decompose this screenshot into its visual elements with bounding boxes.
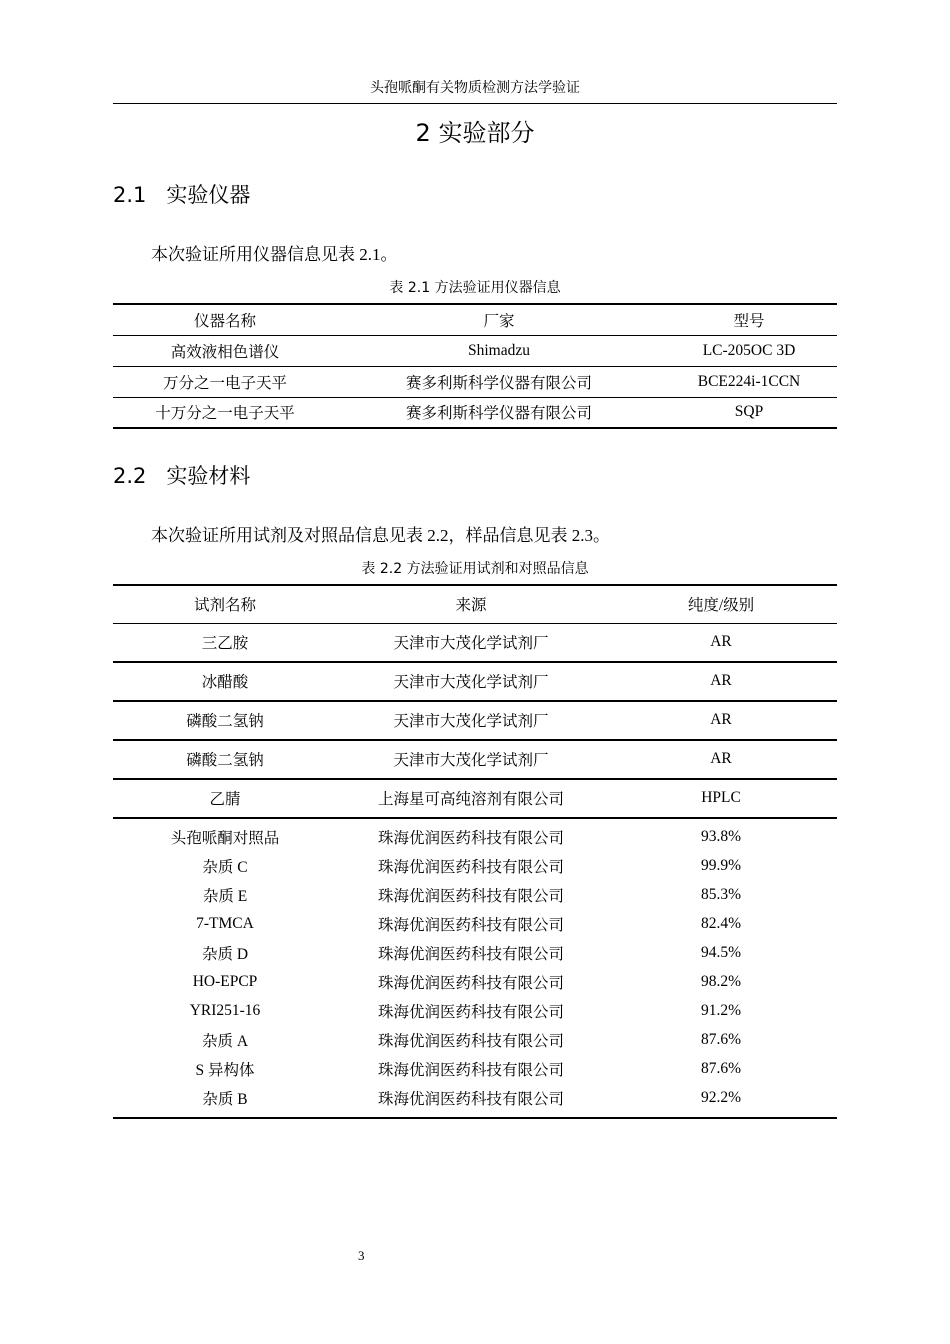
table-cell: 天津市大茂化学试剂厂 [337,740,605,779]
table-cell: 天津市大茂化学试剂厂 [337,623,605,662]
section-2-1-text: 本次验证所用仪器信息见表 2.1。 [151,245,398,264]
table-cell: 珠海优润医药科技有限公司 [377,830,564,847]
table-cell: 磷酸二氢钠 [113,701,337,740]
table-row [113,818,837,852]
table-2-1-caption: 表 2.1 方法验证用仪器信息 [389,280,561,296]
table-row [113,1084,837,1118]
table-cell: 杂质 B [202,1091,248,1108]
table-cell: AR [605,662,837,701]
table-header-row [113,585,837,623]
table-cell: 87.6% [700,1031,742,1048]
table-row [113,910,837,939]
table-cell: 珠海优润医药科技有限公司 [377,917,564,934]
page-number: 3 [358,1248,365,1263]
column-header: 仪器名称 [113,304,337,335]
instrument-table [113,303,837,429]
section-heading-2-2: 2.2 实验材料 [113,464,251,488]
table-cell: 杂质 C [202,859,248,876]
table-row [113,881,837,910]
table-cell: AR [605,740,837,779]
table-cell: 杂质 E [202,888,248,905]
table-cell: 7-TMCA [196,915,254,932]
chapter-title: 2 实验部分 [415,119,535,147]
table-cell: 天津市大茂化学试剂厂 [337,701,605,740]
table-row [113,740,837,779]
table-row [113,397,837,428]
table-cell: 87.6% [700,1060,742,1077]
table-row [113,1055,837,1084]
reagent-table [113,584,837,1119]
table-cell: 98.2% [700,973,742,990]
table-cell: 天津市大茂化学试剂厂 [337,662,605,701]
table-2-2-caption: 表 2.2 方法验证用试剂和对照品信息 [361,561,589,577]
table-cell: LC-205OC 3D [661,335,837,366]
table-cell: 珠海优润医药科技有限公司 [377,1033,564,1050]
table-row [113,939,837,968]
table-row [113,623,837,662]
table-row [113,662,837,701]
table-cell: 珠海优润医药科技有限公司 [377,1004,564,1021]
table-header-row [113,304,837,335]
table-cell: 三乙胺 [113,623,337,662]
table-cell: SQP [661,397,837,428]
running-header: 头孢哌酮有关物质检测方法学验证 [370,81,580,96]
table-cell: 珠海优润医药科技有限公司 [377,859,564,876]
table-cell: AR [605,623,837,662]
table-row [113,997,837,1026]
table-row [113,779,837,818]
table-cell: 珠海优润医药科技有限公司 [377,946,564,963]
table-cell: 磷酸二氢钠 [113,740,337,779]
table-row [113,366,837,397]
table-cell: 93.8% [700,828,742,845]
section-2-2-text: 本次验证所用试剂及对照品信息见表 2.2，样品信息见表 2.3。 [151,526,610,545]
column-header: 型号 [661,304,837,335]
table-cell: BCE224i-1CCN [661,366,837,397]
table-cell: 十万分之一电子天平 [113,397,337,428]
table-cell: 珠海优润医药科技有限公司 [377,1062,564,1079]
table-row [113,701,837,740]
table-cell: 珠海优润医药科技有限公司 [377,975,564,992]
table-cell: 珠海优润医药科技有限公司 [377,888,564,905]
column-header: 来源 [337,585,605,623]
column-header: 纯度/级别 [605,585,837,623]
table-cell: HPLC [605,779,837,818]
table-cell: HO-EPCP [192,973,258,990]
table-cell: 杂质 A [201,1033,249,1050]
table-cell: 上海星可高纯溶剂有限公司 [337,779,605,818]
table-cell: 82.4% [700,915,742,932]
table-cell: 99.9% [700,857,742,874]
table-cell: 珠海优润医药科技有限公司 [377,1091,564,1108]
header-rule [113,103,837,104]
table-cell: 85.3% [700,886,742,903]
table-cell: S 异构体 [195,1062,255,1079]
column-header: 试剂名称 [113,585,337,623]
table-cell: 乙腈 [113,779,337,818]
section-heading-2-1: 2.1 实验仪器 [113,183,251,207]
table-cell: 杂质 D [201,946,249,963]
table-cell: AR [605,701,837,740]
table-row [113,968,837,997]
column-header: 厂家 [337,304,661,335]
table-cell: 91.2% [700,1002,742,1019]
table-row [113,335,837,366]
table-cell: 冰醋酸 [113,662,337,701]
table-cell: 94.5% [700,944,742,961]
table-row [113,1026,837,1055]
table-cell: 万分之一电子天平 [113,366,337,397]
table-cell: 高效液相色谱仪 [113,335,337,366]
table-cell: 赛多利斯科学仪器有限公司 [337,397,661,428]
table-cell: Shimadzu [337,335,661,366]
table-cell: 92.2% [700,1089,742,1106]
table-cell: 赛多利斯科学仪器有限公司 [337,366,661,397]
table-cell: 头孢哌酮对照品 [170,830,280,847]
table-cell: YRI251-16 [189,1002,261,1019]
table-row [113,852,837,881]
